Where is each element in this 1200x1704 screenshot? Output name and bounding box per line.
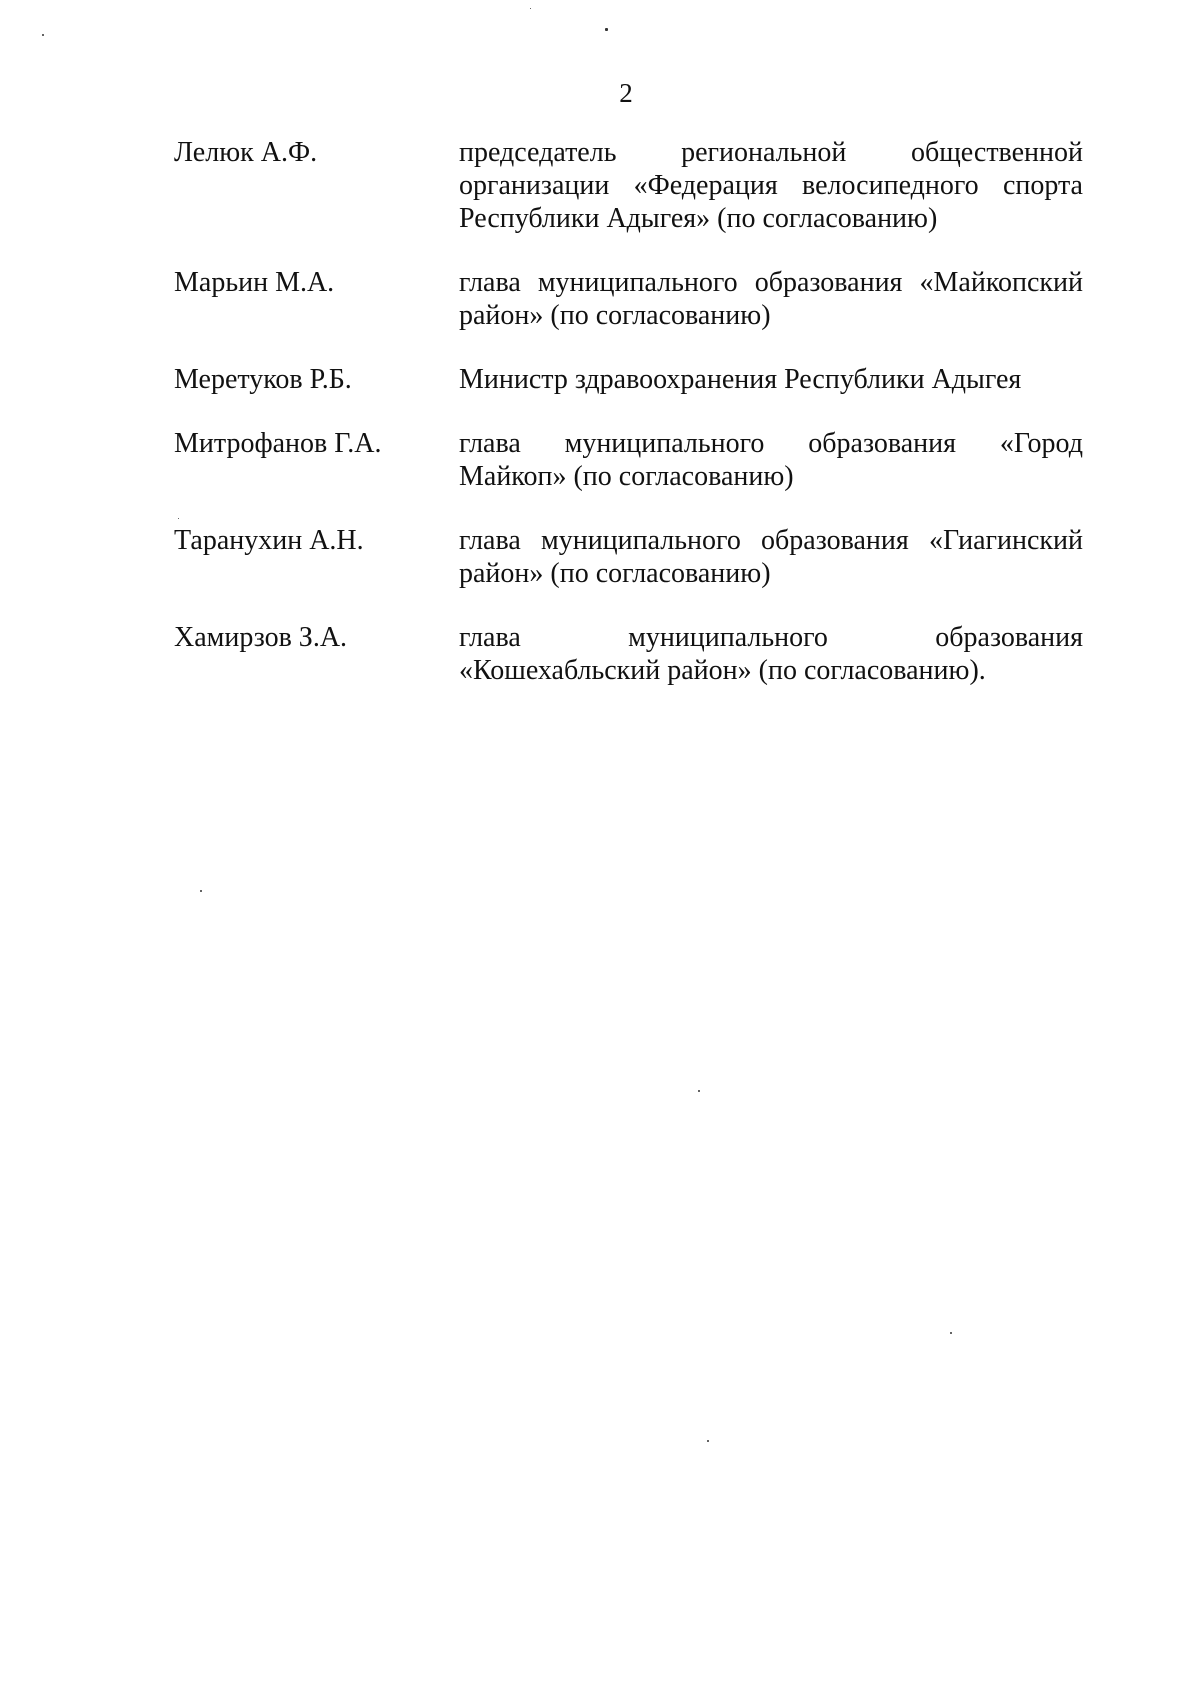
member-entry (174, 621, 1084, 687)
member-name: Митрофанов Г.А. (174, 428, 382, 459)
member-role: глава муниципального образования «Майкопский район» (по согласованию) (459, 267, 1083, 331)
member-name: Меретуков Р.Б. (174, 364, 352, 395)
member-role: глава муниципального образования «Кошехабльский район» (по согласованию). (459, 622, 1083, 686)
page-number: 2 (619, 78, 633, 108)
scan-speck (950, 1332, 952, 1334)
scan-speck (605, 28, 608, 31)
member-role: Министр здравоохранения Республики Адыгея (459, 364, 1022, 395)
scan-speck (178, 518, 179, 519)
member-name: Марьин М.А. (174, 267, 335, 298)
member-entry (174, 524, 1084, 590)
member-name: Таранухин А.Н. (174, 525, 364, 556)
member-role: глава муниципального образования «Гиагинский район» (по согласованию) (459, 525, 1083, 589)
member-entry (174, 427, 1084, 493)
member-name: Лелюк А.Ф. (174, 137, 318, 168)
scan-speck (707, 1440, 709, 1442)
member-role: глава муниципального образования «Город Майкоп» (по согласованию) (459, 428, 1083, 492)
member-entry (174, 363, 1084, 396)
member-roster (174, 136, 1084, 687)
scan-speck (698, 1090, 700, 1092)
scan-speck (42, 34, 44, 36)
member-role: председатель региональной общественной организации «Федерация велосипедного спорта Республики Адыгея» (по согласованию) (459, 137, 1083, 234)
member-entry (174, 266, 1084, 332)
scan-speck (530, 8, 531, 9)
member-entry (174, 136, 1084, 235)
member-name: Хамирзов З.А. (174, 622, 348, 653)
scan-speck (200, 890, 202, 892)
